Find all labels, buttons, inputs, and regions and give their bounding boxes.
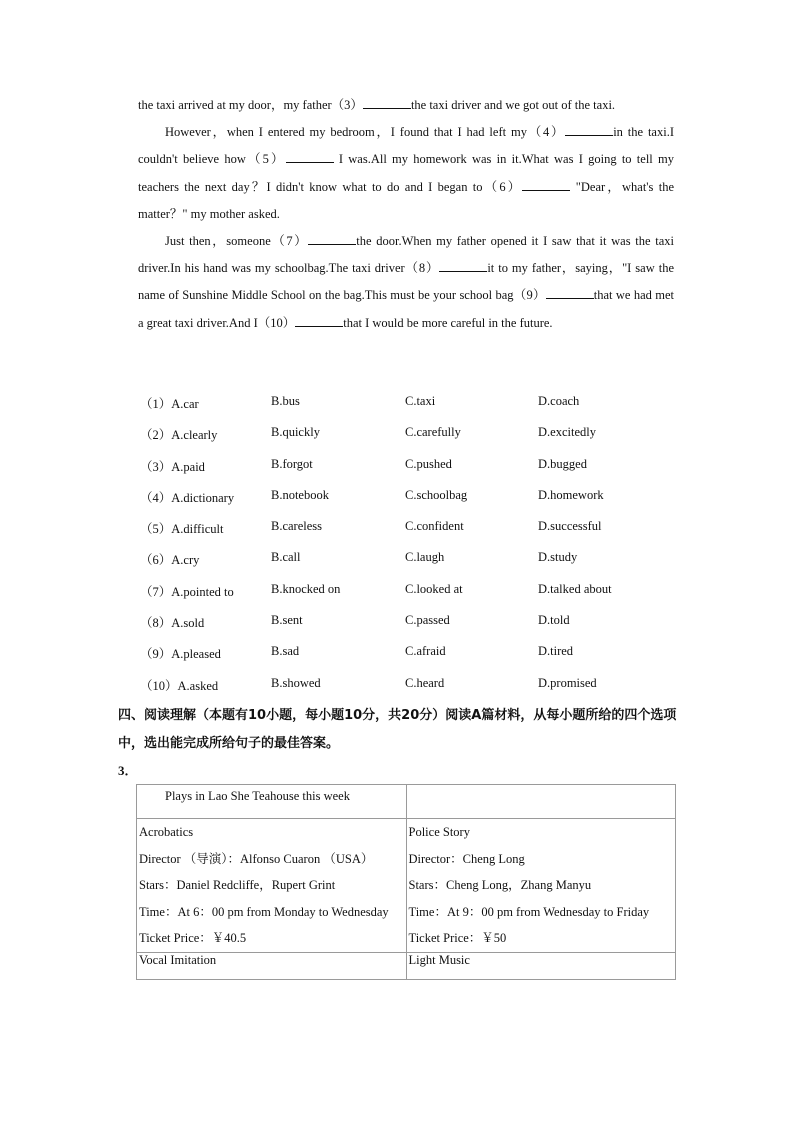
- play-time: Time：At 6：00 pm from Monday to Wednesday: [139, 904, 389, 919]
- option-row: （9）A.pleased B.sad C.afraid D.tired: [140, 644, 574, 662]
- answer-blank-9: [546, 286, 594, 299]
- play-price: Ticket Price：￥50: [408, 931, 507, 945]
- play-name: Police Story: [408, 825, 470, 839]
- option-row: （7）A.pointed to B.knocked on C.looked at D.talked about: [140, 581, 612, 599]
- table-row: [137, 819, 676, 953]
- answer-blank-3: [363, 96, 411, 109]
- play-acrobatics-cell: [137, 819, 407, 953]
- option-row: （1）A.car B.bus C.taxi D.coach: [140, 394, 580, 411]
- option-row: （4）A.dictionary B.notebook C.schoolbag D.homework: [140, 487, 604, 505]
- play-director: Director （导演）：Alfonso Cuaron （USA）: [139, 851, 374, 866]
- table-row: [137, 785, 676, 819]
- play-director: Director：Cheng Long: [408, 851, 525, 866]
- option-row: （6）A.cry B.call C.laugh D.study: [140, 550, 578, 568]
- option-row: （8）A.sold B.sent C.passed D.told: [140, 613, 570, 631]
- plays-table: [136, 784, 676, 980]
- option-row: （3）A.paid B.forgot C.pushed D.bugged: [140, 456, 587, 474]
- play-time: Time：At 9：00 pm from Wednesday to Friday: [408, 904, 650, 919]
- play-stars: Stars：Daniel Redcliffe，Rupert Grint: [139, 878, 336, 892]
- table-header-left: Plays in Lao She Teahouse this week: [137, 785, 407, 819]
- option-row: （5）A.difficult B.careless C.confident D.successful: [140, 519, 602, 537]
- answer-blank-10: [295, 314, 343, 327]
- section-heading: 四、阅读理解（本题有10小题，每小题10分，共20分）阅读A篇材料，从每小题所给的四个选项中，选出能完成所给句子的最佳答案。: [118, 708, 677, 751]
- play-name: Acrobatics: [139, 825, 194, 839]
- answer-blank-4: [565, 123, 613, 136]
- answer-blank-5: [286, 150, 334, 163]
- answer-blank-7: [308, 232, 356, 245]
- play-vocal-imitation-cell: Vocal Imitation: [137, 952, 407, 979]
- answer-blank-6: [522, 178, 570, 191]
- question-number: 3．: [118, 763, 138, 778]
- play-light-music-cell: Light Music: [406, 952, 676, 979]
- table-header-right: [406, 785, 676, 819]
- passage: [138, 92, 674, 337]
- passage-paragraph-3: Just then，someone（7） the door.When my father opened it I saw that it was the taxi driver.In his hand was my schoolbag.The taxi driver（8） it to my father，saying，"I saw the name of Sunshine Middle School on the bag.This must be your school bag（9） that we had met a great taxi driver.And I（10） that I would be more careful in the future.: [138, 234, 674, 330]
- play-stars: Stars：Cheng Long，Zhang Manyu: [408, 878, 592, 892]
- play-police-story-cell: [406, 819, 676, 953]
- passage-paragraph-1: the taxi arrived at my door，my father（3） the taxi driver and we got out of the taxi.: [138, 98, 616, 112]
- table-row: [137, 952, 676, 979]
- option-row: （10）A.asked B.showed C.heard D.promised: [140, 675, 597, 693]
- play-price: Ticket Price：￥40.5: [139, 931, 247, 945]
- passage-paragraph-2: However，when I entered my bedroom，I found that I had left my（4） in the taxi.I couldn't believe how（5） I was.All my homework was in it.What was I going to tell my teachers the next day？I didn't know what to do and I began to（6） "Dear，what's the matter？" my mother asked.: [138, 125, 675, 221]
- answer-options: [140, 388, 680, 701]
- answer-blank-8: [439, 259, 487, 272]
- option-row: （2）A.clearly B.quickly C.carefully D.excitedly: [140, 425, 596, 443]
